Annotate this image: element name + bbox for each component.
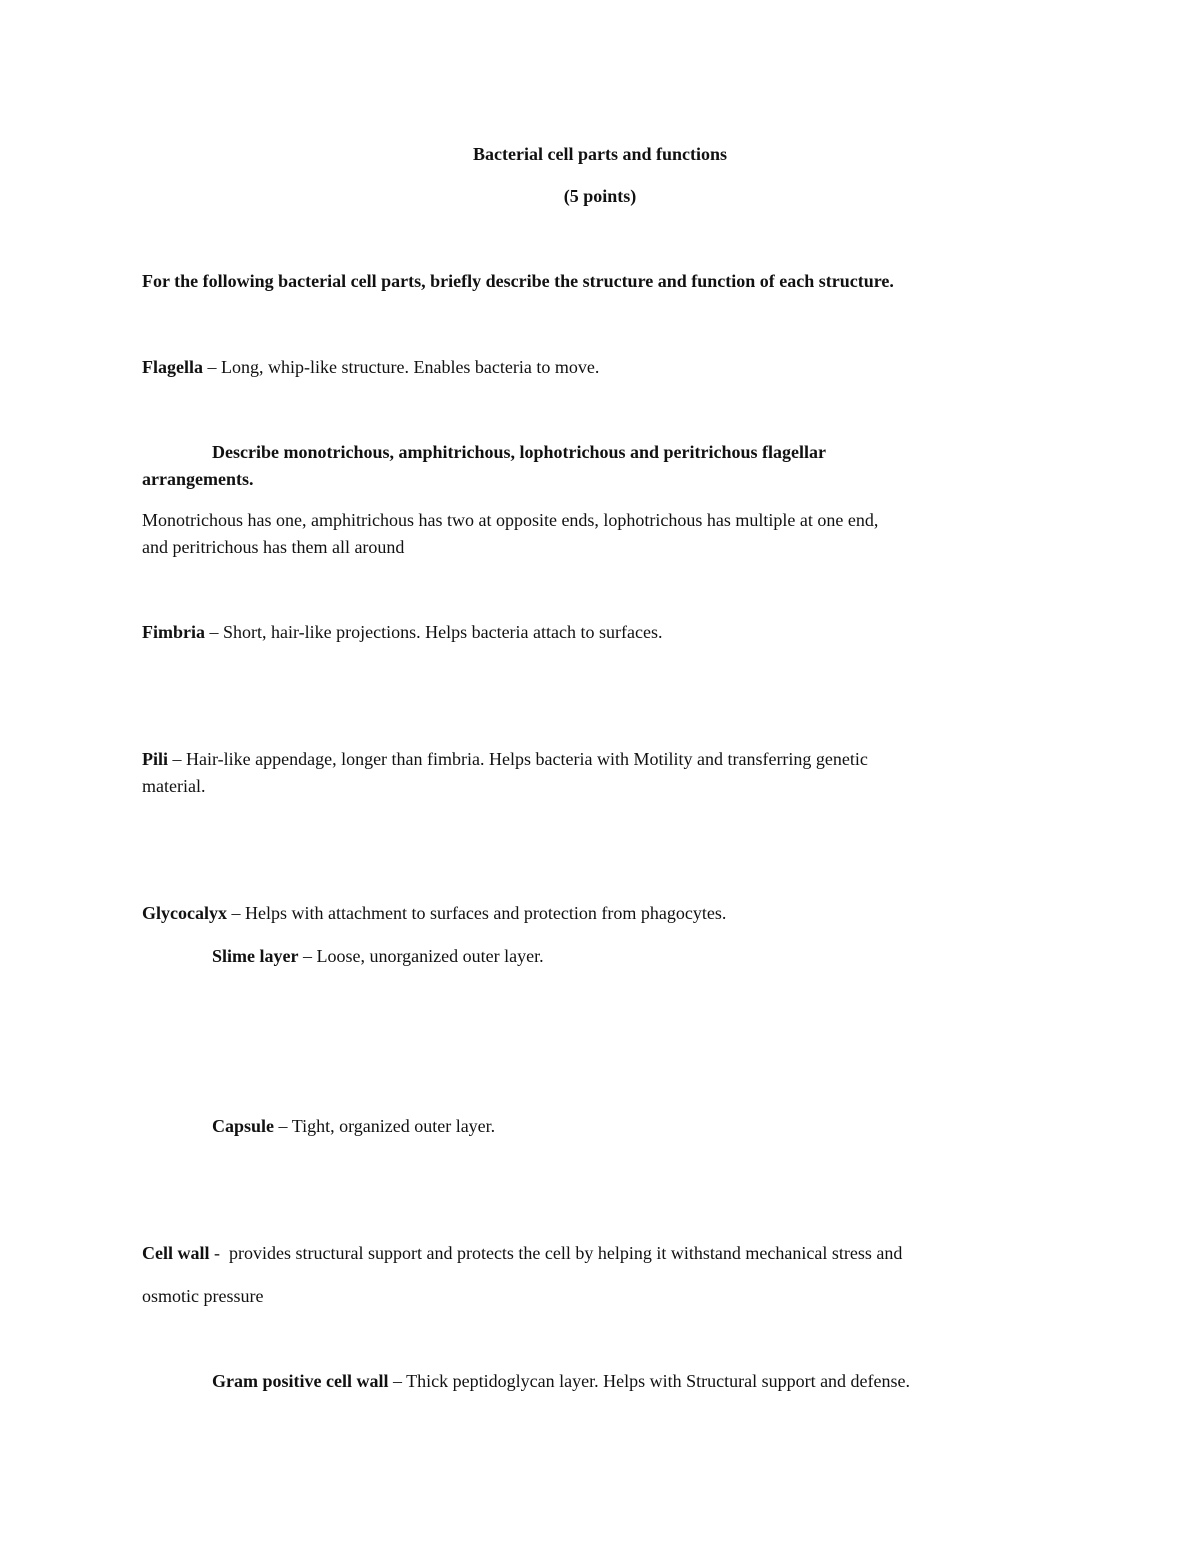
flagella-separator: – xyxy=(203,357,221,377)
glycocalyx-separator: – xyxy=(226,903,245,923)
capsule-separator: – xyxy=(274,1116,292,1136)
slime-layer-text: Loose, unorganized outer layer. xyxy=(316,946,544,966)
slime-layer-entry xyxy=(212,943,1132,970)
document-title: Bacterial cell parts and functions xyxy=(473,144,727,164)
gram-positive-text: Thick peptidoglycan layer. Helps with Structural support and defense. xyxy=(406,1371,911,1391)
glycocalyx-term: Glycocalyx xyxy=(142,903,227,923)
flagella-entry xyxy=(142,354,1062,381)
flagella-term: Flagella xyxy=(142,357,203,377)
pili-separator: – xyxy=(168,749,186,769)
capsule-text: Tight, organized outer layer. xyxy=(291,1116,496,1136)
fimbria-entry xyxy=(142,619,1062,646)
points-label: (5 points) xyxy=(563,186,637,206)
flagellar-answer-line2: and peritrichous has them all around xyxy=(142,537,405,557)
cell-wall-text-line2: osmotic pressure xyxy=(142,1286,264,1306)
glycocalyx-entry xyxy=(142,900,1062,927)
cell-wall-separator: - xyxy=(209,1243,229,1263)
instructions: For the following bacterial cell parts, briefly describe the structure and function of each structure. xyxy=(142,271,894,291)
gram-positive-entry xyxy=(212,1368,1132,1395)
glycocalyx-text: Helps with attachment to surfaces and protection from phagocytes. xyxy=(244,903,727,923)
fimbria-term: Fimbria xyxy=(142,622,205,642)
fimbria-text: Short, hair-like projections. Helps bacteria attach to surfaces. xyxy=(223,622,663,642)
gram-positive-term: Gram positive cell wall xyxy=(212,1371,389,1391)
cell-wall-entry xyxy=(142,1240,1062,1267)
flagellar-answer-line1: Monotrichous has one, amphitrichous has two at opposite ends, lophotrichous has multiple at one end, xyxy=(142,510,879,530)
pili-text-line2: material. xyxy=(142,776,206,796)
fimbria-separator: – xyxy=(205,622,223,642)
cell-wall-text-line1: provides structural support and protects the cell by helping it withstand mechanical stress and xyxy=(229,1243,903,1263)
gram-positive-separator: – xyxy=(388,1371,407,1391)
capsule-entry xyxy=(212,1113,1132,1140)
slime-layer-separator: – xyxy=(298,946,317,966)
slime-layer-term: Slime layer xyxy=(212,946,299,966)
flagella-text: Long, whip-like structure. Enables bacteria to move. xyxy=(221,357,600,377)
cell-wall-term: Cell wall xyxy=(142,1243,210,1263)
flagellar-question-line2: arrangements. xyxy=(142,469,254,489)
pili-term: Pili xyxy=(142,749,168,769)
flagellar-question-line1: Describe monotrichous, amphitrichous, lophotrichous and peritrichous flagellar xyxy=(212,442,827,462)
capsule-term: Capsule xyxy=(212,1116,275,1136)
pili-text-line1: Hair-like appendage, longer than fimbria. Helps bacteria with Motility and transferring genetic xyxy=(186,749,868,769)
pili-entry xyxy=(142,746,1062,773)
